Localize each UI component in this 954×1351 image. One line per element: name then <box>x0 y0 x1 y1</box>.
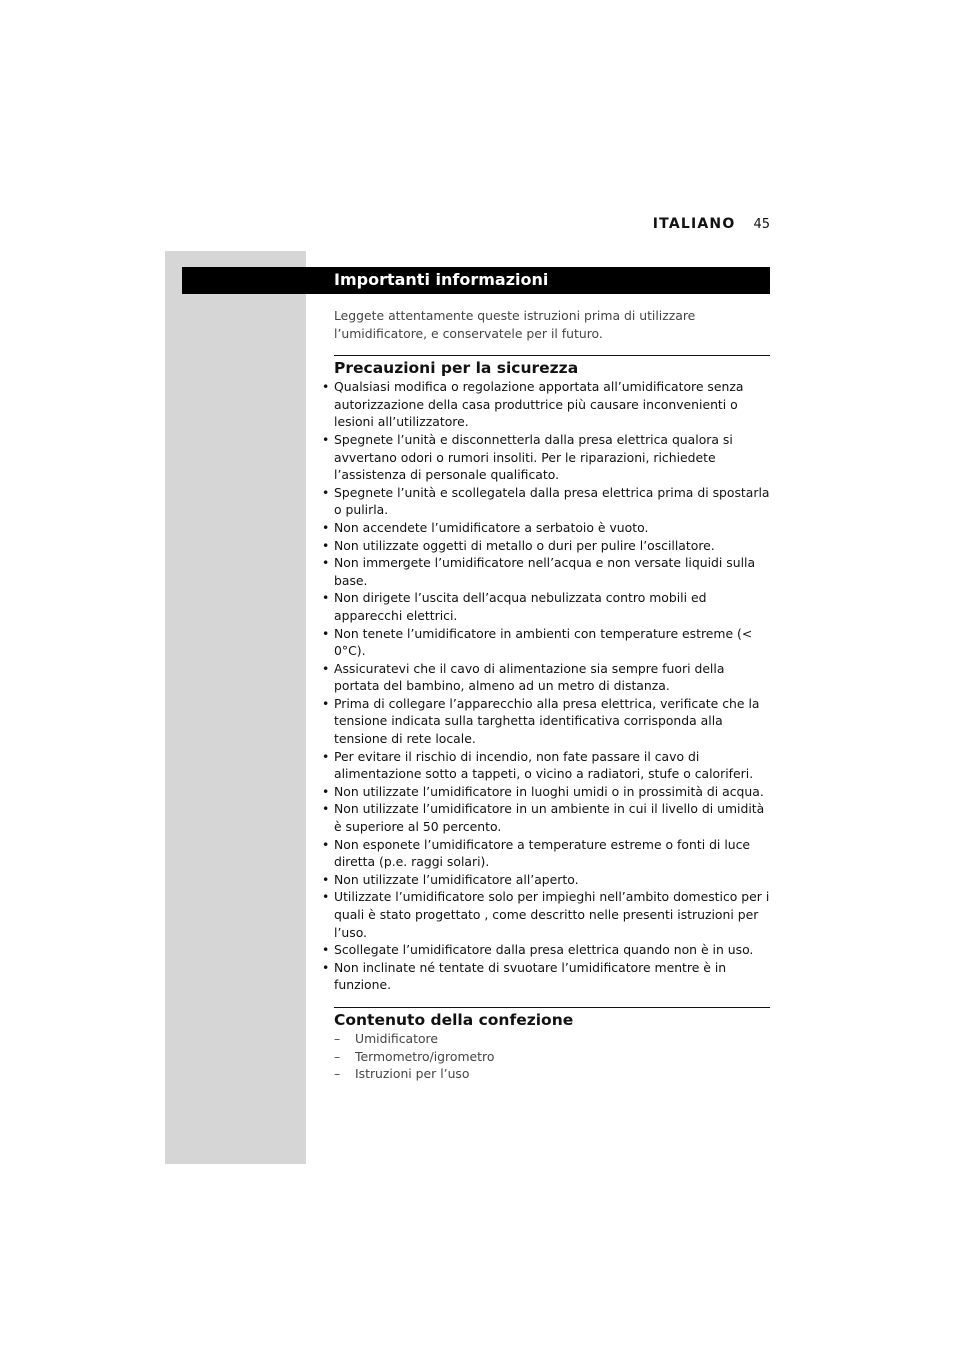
contents-item: – Istruzioni per l’uso <box>334 1065 770 1083</box>
gray-margin-band <box>165 251 306 1164</box>
intro-paragraph: Leggete attentamente queste istruzioni prima di utilizzare l’umidificatore, e conservatele per il futuro. <box>334 308 696 341</box>
safety-item: • Non tenete l’umidificatore in ambienti con temperature estreme (< 0°C). <box>334 625 770 660</box>
safety-item: • Spegnete l’unità e scollegatela dalla presa elettrica prima di spostarla o pulirla. <box>334 484 770 519</box>
title-bar <box>182 267 770 294</box>
safety-item: • Utilizzate l’umidificatore solo per impieghi nell’ambito domestico per i quali è stato progettato , come descritto nelle presenti istruzioni per l’uso. <box>334 888 770 941</box>
safety-item: • Qualsiasi modifica o regolazione apportata all’umidificatore senza autorizzazione della casa produttrice più causare inconvenienti o lesioni all’utilizzatore. <box>334 378 770 431</box>
safety-item: • Non utilizzate l’umidificatore in luoghi umidi o in prossimità di acqua. <box>334 783 770 801</box>
safety-item: • Assicuratevi che il cavo di alimentazione sia sempre fuori della portata del bambino, almeno ad un metro di distanza. <box>334 660 770 695</box>
safety-item: • Prima di collegare l’apparecchio alla presa elettrica, verificate che la tensione indicata sulla targhetta identificativa corrisponda alla tensione di rete locale. <box>334 695 770 748</box>
safety-item: • Non accendete l’umidificatore a serbatoio è vuoto. <box>334 519 770 537</box>
safety-list <box>334 378 770 994</box>
safety-item: • Non utilizzate oggetti di metallo o duri per pulire l’oscillatore. <box>334 537 770 555</box>
safety-item: • Non utilizzate l’umidificatore all’aperto. <box>334 871 770 889</box>
safety-item: • Non inclinate né tentate di svuotare l’umidificatore mentre è in funzione. <box>334 959 770 994</box>
safety-item: • Non utilizzate l’umidificatore in un ambiente in cui il livello di umidità è superiore al 50 percento. <box>334 800 770 835</box>
contents-list <box>334 1030 770 1083</box>
page-number: 45 <box>753 217 770 232</box>
contents-item: – Termometro/igrometro <box>334 1048 770 1066</box>
safety-item: • Non immergete l’umidificatore nell’acqua e non versate liquidi sulla base. <box>334 554 770 589</box>
page-title: Importanti informazioni <box>334 270 549 289</box>
contents-item: – Umidificatore <box>334 1030 770 1048</box>
language-label: ITALIANO <box>652 216 736 232</box>
contents-heading: Contenuto della confezione <box>334 1007 770 1030</box>
page-header <box>653 216 770 232</box>
safety-item: • Non dirigete l’uscita dell’acqua nebulizzata contro mobili ed apparecchi elettrici. <box>334 589 770 624</box>
safety-item: • Non esponete l’umidificatore a temperature estreme o fonti di luce diretta (p.e. raggi solari). <box>334 836 770 871</box>
safety-item: • Scollegate l’umidificatore dalla presa elettrica quando non è in uso. <box>334 941 770 959</box>
safety-item: • Spegnete l’unità e disconnetterla dalla presa elettrica qualora si avvertano odori o rumori insoliti. Per le riparazioni, richiedete l’assistenza di personale qualificato. <box>334 431 770 484</box>
safety-item: • Per evitare il rischio di incendio, non fate passare il cavo di alimentazione sotto a tappeti, o vicino a radiatori, stufe o caloriferi. <box>334 748 770 783</box>
safety-heading: Precauzioni per la sicurezza <box>334 355 770 378</box>
main-content <box>334 307 770 1083</box>
